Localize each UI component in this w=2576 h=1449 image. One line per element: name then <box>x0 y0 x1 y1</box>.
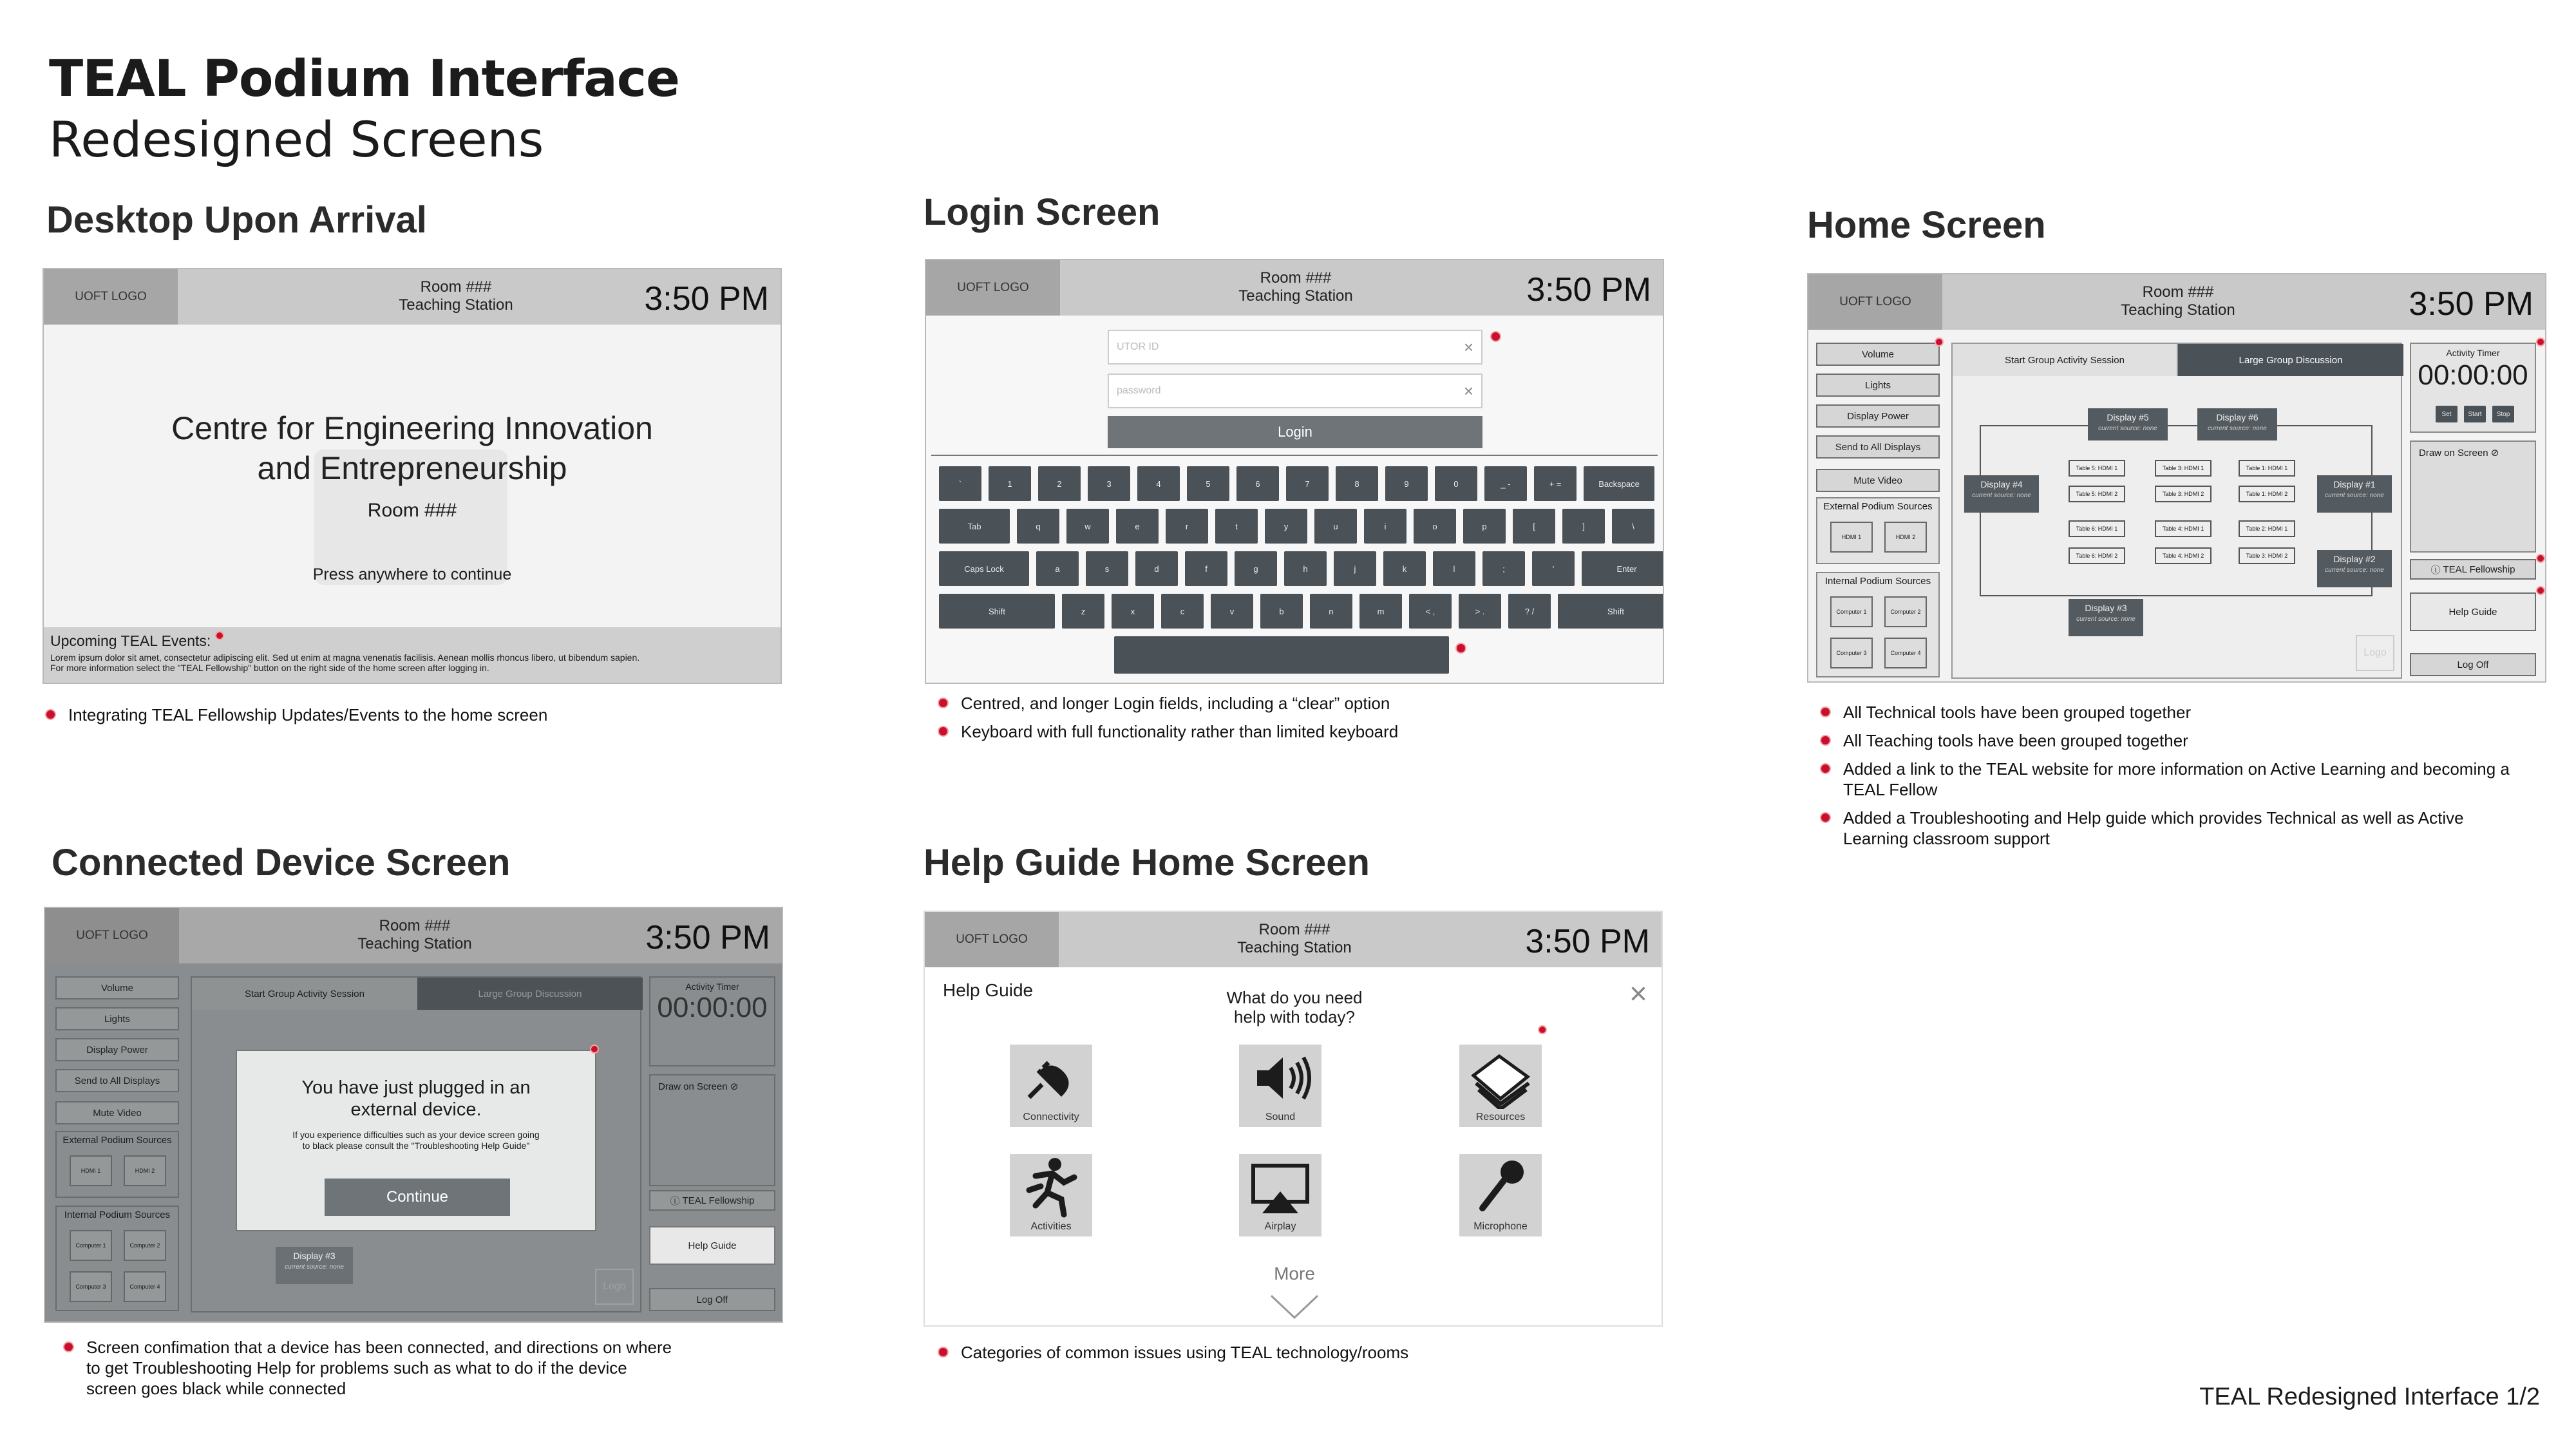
key-3-3[interactable]: c <box>1161 594 1204 629</box>
key-2-1[interactable]: a <box>1036 551 1079 586</box>
key-1-2[interactable]: w <box>1066 509 1109 544</box>
table-2-hdmi-2[interactable]: Table 3: HDMI 2 <box>2239 547 2295 564</box>
room-label <box>2069 283 2287 319</box>
external-sources-panel <box>1816 497 1940 564</box>
send-all-button: Send to All Displays <box>55 1069 179 1092</box>
tab-large-discussion[interactable]: Large Group Discussion <box>2178 344 2403 376</box>
computer-3-button[interactable]: Computer 3 <box>1830 638 1873 668</box>
display-power-button: Display Power <box>55 1038 179 1061</box>
station-name: Teaching Station <box>357 935 472 952</box>
centre-name <box>44 408 781 488</box>
connected-heading: Connected Device Screen <box>52 842 511 884</box>
table-5-hdmi-1[interactable]: Table 5: HDMI 1 <box>2069 460 2125 477</box>
tab-group-activity[interactable]: Start Group Activity Session <box>1953 344 2178 376</box>
key-1-13[interactable]: \ <box>1612 509 1654 544</box>
key-0-4[interactable]: 4 <box>1137 466 1180 501</box>
volume-button[interactable]: Volume <box>1816 343 1940 366</box>
teal-fellowship-button: ⓘ TEAL Fellowship <box>649 1190 775 1211</box>
key-3-1[interactable]: z <box>1062 594 1104 629</box>
key-0-5[interactable]: 5 <box>1187 466 1229 501</box>
key-1-6[interactable]: y <box>1265 509 1307 544</box>
close-icon[interactable]: × <box>1629 977 1647 1011</box>
password-placeholder: password <box>1117 385 1161 396</box>
computer-2-button[interactable]: Computer 2 <box>1884 596 1927 627</box>
note-item: All Technical tools have been grouped together <box>1820 702 2528 723</box>
internal-sources-panel: Internal Podium Sources Computer 1 Computer 2 Computer 3 Computer 4 <box>55 1206 179 1311</box>
table-4-hdmi-1[interactable]: Table 4: HDMI 1 <box>2155 520 2211 537</box>
table-6-hdmi-1[interactable]: Table 6: HDMI 1 <box>2069 520 2125 537</box>
display-3: Display #3 current source: none <box>276 1247 353 1284</box>
home-notes <box>1820 702 2528 857</box>
key-1-5[interactable]: t <box>1215 509 1258 544</box>
logo-small: Logo <box>2356 635 2394 671</box>
display-4[interactable]: Display #4 current source: none <box>1964 475 2039 513</box>
computer-2-button: Computer 2 <box>124 1230 166 1261</box>
logo-small: Logo <box>595 1269 634 1305</box>
send-all-button[interactable]: Send to All Displays <box>1816 435 1940 459</box>
page-subtitle: Redesigned Screens <box>49 111 544 168</box>
activity-timer-panel: Activity Timer 00:00:00 <box>649 976 775 1066</box>
computer-3-button: Computer 3 <box>70 1271 112 1302</box>
key-0-3[interactable]: 3 <box>1088 466 1130 501</box>
info-icon: ⓘ <box>670 1195 680 1207</box>
key-1-11[interactable]: [ <box>1513 509 1555 544</box>
table-3-hdmi-1[interactable]: Table 3: HDMI 1 <box>2155 460 2211 477</box>
hdmi-2-button: HDMI 2 <box>124 1155 166 1186</box>
key-0-8[interactable]: 8 <box>1336 466 1378 501</box>
display-5[interactable]: Display #5 current source: none <box>2088 408 2168 440</box>
key-1-7[interactable]: u <box>1314 509 1357 544</box>
station-name: Teaching Station <box>1238 287 1353 305</box>
no-draw-icon: ⊘ <box>2490 448 2499 459</box>
lights-button[interactable]: Lights <box>1816 374 1940 397</box>
clock: 3:50 PM <box>644 280 769 317</box>
key-0-10[interactable]: 0 <box>1435 466 1477 501</box>
tab-large-discussion: Large Group Discussion <box>417 978 643 1010</box>
marker-dot <box>1538 1025 1547 1034</box>
home-screen <box>1807 273 2546 683</box>
events-banner <box>44 627 781 684</box>
marker-dot <box>1490 331 1501 342</box>
table-1-hdmi-2[interactable]: Table 1: HDMI 2 <box>2239 486 2295 502</box>
table-2-hdmi-1[interactable]: Table 2: HDMI 1 <box>2239 520 2295 537</box>
display-3[interactable]: Display #3 current source: none <box>2069 599 2143 636</box>
plug-icon <box>1010 1045 1092 1109</box>
centre-line-1: Centre for Engineering Innovation <box>171 410 653 446</box>
draw-on-screen-panel[interactable] <box>2410 440 2536 553</box>
header-bar <box>45 908 782 963</box>
draw-label: Draw on Screen <box>2419 448 2488 459</box>
tile-resources[interactable]: Resources <box>1459 1045 1542 1127</box>
note-item: Screen confimation that a device has been connected, and directions on where to get Troubleshooting Help for problems such as what to do if the device screen goes black while connected <box>63 1337 675 1399</box>
connected-screen <box>44 907 783 1323</box>
tile-sound[interactable]: Sound <box>1239 1045 1321 1127</box>
key-0-9[interactable]: 9 <box>1385 466 1428 501</box>
computer-4-button[interactable]: Computer 4 <box>1884 638 1927 668</box>
key-1-4[interactable]: r <box>1166 509 1208 544</box>
key-3-5[interactable]: b <box>1260 594 1303 629</box>
clock: 3:50 PM <box>1526 271 1651 308</box>
help-question: What do you need help with today? <box>1226 988 1363 1027</box>
room-number: Room ### <box>379 917 451 934</box>
bullet-dot <box>1820 735 1831 746</box>
papers-icon <box>1459 1045 1542 1109</box>
tab-group-activity: Start Group Activity Session <box>192 978 417 1010</box>
divider <box>931 455 1658 456</box>
key-2-10[interactable]: ; <box>1482 551 1525 586</box>
marker-dot <box>1935 337 1944 346</box>
more-label[interactable]: More <box>1274 1264 1315 1283</box>
marker-dot <box>2536 586 2545 595</box>
bullet-dot <box>1820 812 1831 823</box>
key-0-11[interactable]: _ - <box>1484 466 1527 501</box>
clock: 3:50 PM <box>2409 285 2533 323</box>
room-number: Room ### <box>420 278 492 296</box>
room-label <box>346 278 565 314</box>
help-guide-button[interactable]: Help Guide <box>649 1226 775 1265</box>
table-6-hdmi-2[interactable]: Table 6: HDMI 2 <box>2069 547 2125 564</box>
device-modal <box>236 1050 596 1231</box>
computer-4-button: Computer 4 <box>124 1271 166 1302</box>
desktop-heading: Desktop Upon Arrival <box>46 199 427 241</box>
tile-connectivity[interactable]: Connectivity <box>1010 1045 1092 1127</box>
room-number: Room ### <box>1260 269 1332 287</box>
room-label <box>1186 269 1405 305</box>
timer-set-button[interactable]: Set <box>2436 406 2458 422</box>
volume-button: Volume <box>55 976 179 999</box>
key-1-9[interactable]: o <box>1414 509 1456 544</box>
utor-placeholder: UTOR ID <box>1117 341 1159 352</box>
key-0-7[interactable]: 7 <box>1286 466 1329 501</box>
events-line-1: Lorem ipsum dolor sit amet, consectetur adipiscing elit. Sed ut enim at magna venenatis facilisis. Aenean mollis rhoncus libero, ut bibendum sapien. <box>50 652 640 663</box>
page-title: TEAL Podium Interface <box>49 50 679 108</box>
marker-dot <box>2536 554 2545 563</box>
timer-label: Activity Timer <box>2446 348 2500 358</box>
key-2-9[interactable]: l <box>1433 551 1475 586</box>
computer-1-button: Computer 1 <box>70 1230 112 1261</box>
computer-1-button[interactable]: Computer 1 <box>1830 596 1873 627</box>
key-0-6[interactable]: 6 <box>1236 466 1279 501</box>
key-3-11[interactable]: Shift <box>1558 594 1664 629</box>
display-2[interactable]: Display #2 current source: none <box>2317 550 2392 587</box>
key-1-3[interactable]: e <box>1116 509 1159 544</box>
hdmi-1-button[interactable]: HDMI 1 <box>1830 522 1873 553</box>
page-footer: TEAL Redesigned Interface 1/2 <box>2199 1383 2540 1410</box>
help-guide-button[interactable]: Help Guide <box>2410 592 2536 631</box>
help-label: Help Guide <box>943 980 1034 1000</box>
room-map <box>1951 343 2402 679</box>
desktop-screen[interactable] <box>43 268 782 684</box>
note-item: Added a link to the TEAL website for more information on Active Learning and becoming a TEAL Fellow <box>1820 759 2528 800</box>
key-1-8[interactable]: i <box>1364 509 1406 544</box>
note-item: Centred, and longer Login fields, including a “clear” option <box>938 693 1678 714</box>
key-1-0[interactable]: Tab <box>939 509 1010 544</box>
key-1-10[interactable]: p <box>1463 509 1506 544</box>
header-bar <box>925 912 1662 967</box>
key-0-2[interactable]: 2 <box>1038 466 1081 501</box>
key-3-4[interactable]: v <box>1211 594 1253 629</box>
key-3-8[interactable]: < , <box>1409 594 1452 629</box>
hdmi-2-button[interactable]: HDMI 2 <box>1884 522 1927 553</box>
clock: 3:50 PM <box>645 919 770 956</box>
log-off-button: Log Off <box>649 1288 775 1311</box>
keyboard <box>926 460 1664 684</box>
log-off-button[interactable]: Log Off <box>2410 653 2536 676</box>
running-person-icon <box>1010 1154 1092 1218</box>
timer-value: 00:00:00 <box>2418 359 2528 391</box>
table-5-hdmi-2[interactable]: Table 5: HDMI 2 <box>2069 486 2125 502</box>
login-notes <box>938 693 1678 750</box>
key-2-2[interactable]: s <box>1086 551 1128 586</box>
key-2-5[interactable]: g <box>1235 551 1277 586</box>
mute-video-button[interactable]: Mute Video <box>1816 469 1940 492</box>
table-4-hdmi-2[interactable]: Table 4: HDMI 2 <box>2155 547 2211 564</box>
key-0-12[interactable]: + = <box>1534 466 1577 501</box>
activity-timer-panel <box>2410 343 2536 433</box>
note-item: Integrating TEAL Fellowship Updates/Events to the home screen <box>45 705 786 725</box>
note-item: Added a Troubleshooting and Help guide which provides Technical as well as Active Learning classroom support <box>1820 808 2528 849</box>
mute-video-button: Mute Video <box>55 1101 179 1124</box>
hdmi-1-button: HDMI 1 <box>70 1155 112 1186</box>
header-bar <box>44 269 781 325</box>
key-0-13[interactable]: Backspace <box>1584 466 1654 501</box>
note-item: All Teaching tools have been grouped together <box>1820 730 2528 751</box>
microphone-icon <box>1459 1154 1542 1218</box>
home-heading: Home Screen <box>1807 204 2046 246</box>
bullet-dot <box>45 709 56 720</box>
key-2-3[interactable]: d <box>1135 551 1178 586</box>
note-item: Categories of common issues using TEAL technology/rooms <box>938 1342 1646 1363</box>
modal-body: If you experience difficulties such as your device screen going to black please consult the "Troubleshooting Help Guide" <box>292 1130 540 1151</box>
station-name: Teaching Station <box>399 296 513 314</box>
utor-input[interactable] <box>1108 330 1482 365</box>
key-2-0[interactable]: Caps Lock <box>939 551 1029 586</box>
room-label <box>1185 921 1404 957</box>
help-screen <box>923 911 1663 1327</box>
station-name: Teaching Station <box>2121 301 2235 319</box>
room-label <box>305 917 524 953</box>
bullet-dot <box>1820 706 1831 717</box>
marker-dot <box>215 631 224 640</box>
marker-dot <box>2536 337 2545 346</box>
press-continue[interactable]: Press anywhere to continue <box>312 565 512 583</box>
internal-sources-panel <box>1816 572 1940 677</box>
marker-dot <box>1455 643 1466 654</box>
header-bar <box>926 260 1663 316</box>
room-number: Room ### <box>1258 921 1331 938</box>
desktop-notes <box>45 705 786 733</box>
uoft-logo: UOFT LOGO <box>926 260 1060 316</box>
login-button[interactable]: Login <box>1108 416 1482 448</box>
help-notes <box>938 1342 1646 1370</box>
uoft-logo: UOFT LOGO <box>45 908 179 963</box>
room-number: Room ### <box>2142 283 2214 301</box>
key-3-2[interactable]: x <box>1112 594 1154 629</box>
continue-button[interactable]: Continue <box>325 1179 510 1216</box>
login-screen <box>925 259 1664 684</box>
key-3-6[interactable]: n <box>1310 594 1352 629</box>
info-icon: ⓘ <box>2430 564 2441 576</box>
key-2-11[interactable]: ' <box>1532 551 1575 586</box>
key-1-12[interactable]: ] <box>1562 509 1605 544</box>
clock: 3:50 PM <box>1525 923 1650 960</box>
uoft-logo: UOFT LOGO <box>44 269 178 325</box>
ext-title: External Podium Sources <box>1823 501 1933 512</box>
login-heading: Login Screen <box>923 191 1160 233</box>
connected-notes <box>63 1337 675 1406</box>
speaker-icon <box>1239 1045 1321 1109</box>
key-2-12[interactable]: Enter <box>1582 551 1664 586</box>
password-input[interactable] <box>1108 374 1482 408</box>
marker-dot <box>590 1045 599 1054</box>
centre-line-2: and Entrepreneurship <box>257 450 567 486</box>
bullet-dot <box>1820 763 1831 774</box>
header-bar <box>1808 274 2545 330</box>
int-title: Internal Podium Sources <box>1824 576 1931 587</box>
uoft-logo: UOFT LOGO <box>1808 274 1942 330</box>
display-1[interactable]: Display #1 current source: none <box>2317 475 2392 513</box>
bullet-dot <box>63 1341 74 1352</box>
bullet-dot <box>938 726 949 737</box>
modal-title: You have just plugged in an external device. <box>301 1077 531 1120</box>
uoft-logo: UOFT LOGO <box>925 912 1059 967</box>
timer-start-button[interactable]: Start <box>2464 406 2486 422</box>
note-item: Keyboard with full functionality rather than limited keyboard <box>938 721 1678 742</box>
key-0-1[interactable]: 1 <box>989 466 1031 501</box>
bullet-dot <box>938 1347 949 1358</box>
table-3-hdmi-2[interactable]: Table 3: HDMI 2 <box>2155 486 2211 502</box>
key-2-7[interactable]: j <box>1334 551 1376 586</box>
station-name: Teaching Station <box>1237 939 1352 956</box>
no-draw-icon: ⊘ <box>730 1081 739 1092</box>
timer-value: 00:00:00 <box>657 992 768 1023</box>
chevron-down-icon[interactable] <box>1269 1293 1320 1321</box>
external-sources-panel: External Podium Sources HDMI 1 HDMI 2 <box>55 1131 179 1198</box>
events-line-2: For more information select the "TEAL Fellowship" button on the right side of the home screen after logging in. <box>50 663 489 673</box>
key-2-6[interactable]: h <box>1284 551 1327 586</box>
tile-activities[interactable]: Activities <box>1010 1154 1092 1236</box>
key-3-0[interactable]: Shift <box>939 594 1055 629</box>
key-2-8[interactable]: k <box>1383 551 1426 586</box>
bullet-dot <box>938 697 949 708</box>
key-0-0[interactable]: ` <box>939 466 981 501</box>
key-3-7[interactable]: m <box>1359 594 1402 629</box>
key-1-1[interactable]: q <box>1017 509 1059 544</box>
airplay-icon <box>1239 1154 1321 1218</box>
display-6[interactable]: Display #6 current source: none <box>2197 408 2277 440</box>
display-power-button[interactable]: Display Power <box>1816 404 1940 428</box>
table-1-hdmi-1[interactable]: Table 1: HDMI 1 <box>2239 460 2295 477</box>
teal-fellowship-button[interactable]: ⓘ TEAL Fellowship <box>2410 559 2536 580</box>
key-3-9[interactable]: > . <box>1459 594 1501 629</box>
lights-button: Lights <box>55 1007 179 1030</box>
clear-icon[interactable]: × <box>1463 337 1473 357</box>
desktop-room: Room ### <box>367 500 457 521</box>
timer-stop-button[interactable]: Stop <box>2492 406 2514 422</box>
draw-on-screen-panel: Draw on Screen ⊘ <box>649 1074 775 1186</box>
events-title: Upcoming TEAL Events: <box>50 632 211 649</box>
space-bar[interactable] <box>1114 636 1449 674</box>
clear-icon[interactable]: × <box>1463 381 1473 401</box>
help-heading: Help Guide Home Screen <box>923 842 1370 884</box>
tile-airplay[interactable]: Airplay <box>1239 1154 1321 1236</box>
key-3-10[interactable]: ? / <box>1508 594 1551 629</box>
key-2-4[interactable]: f <box>1185 551 1227 586</box>
tile-microphone[interactable]: Microphone <box>1459 1154 1542 1236</box>
